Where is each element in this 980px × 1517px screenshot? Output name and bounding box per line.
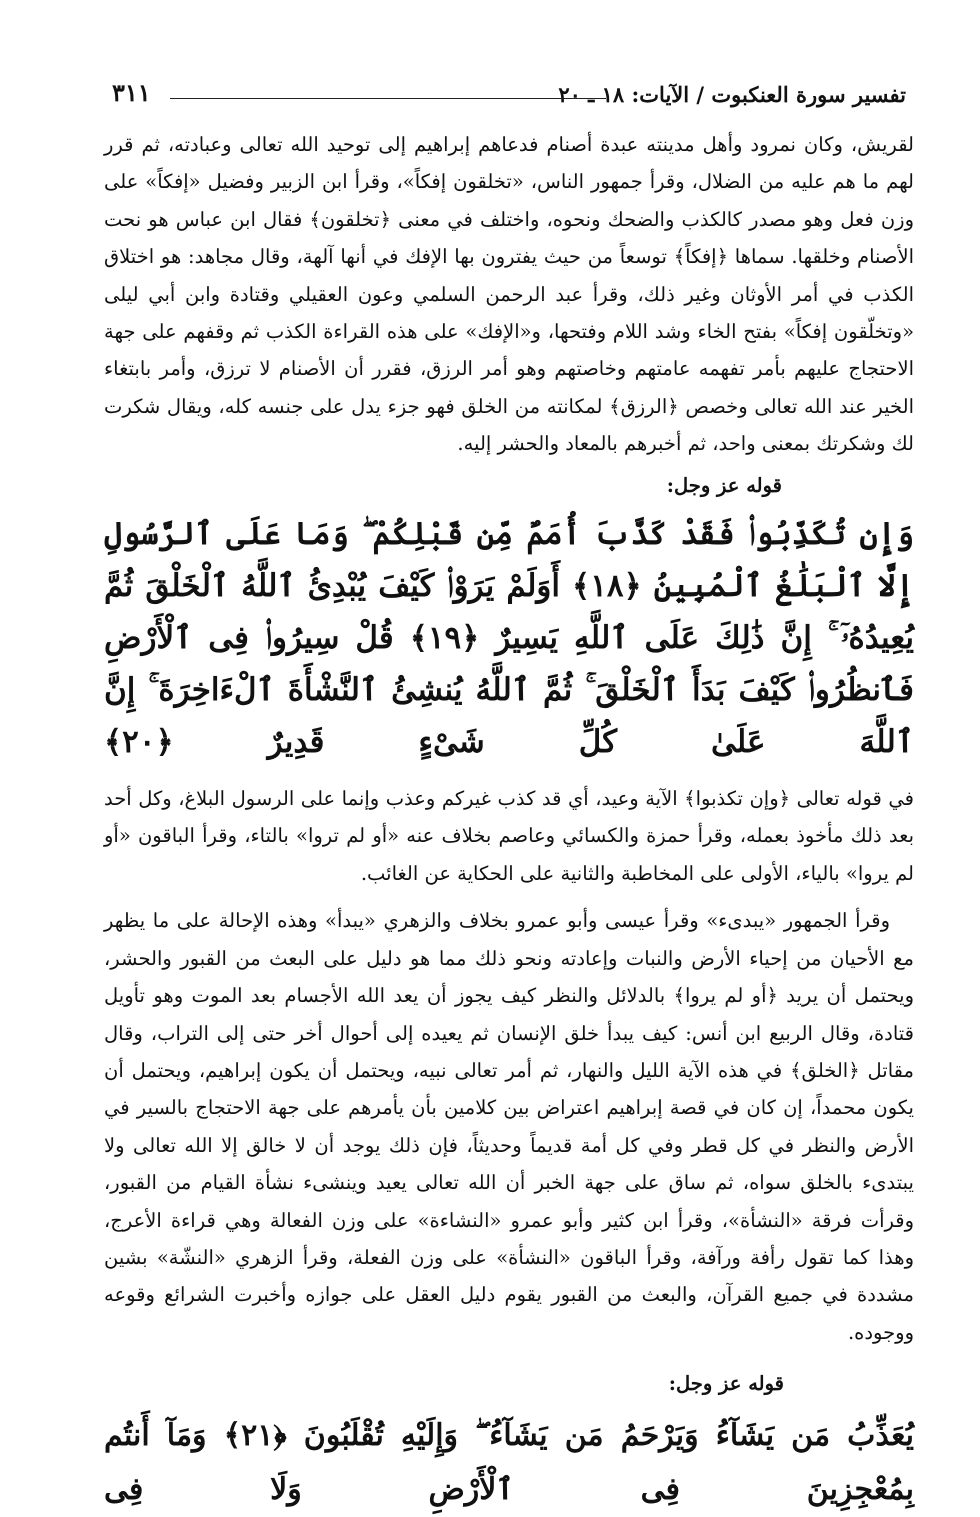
quran-verse-block: يُعَذِّبُ مَن يَشَآءُ وَيَرْحَمُ مَن يَشَآءُ ۖ وَإِلَيْهِ تُقْلَبُونَ ﴿٢١﴾ وَمَآ أَنتُم بِمُعْجِزِينَ فِى ٱلْأَرْضِ وَلَا فِى <box>104 1417 914 1507</box>
header-rule <box>170 98 606 99</box>
quran-verse-block: وَإِن تُكَذِّبُوا۟ فَقَدْ كَذَّبَ أُمَمٌ مِّن قَبْلِكُمْ ۖ وَمَا عَلَى ٱلرَّسُولِ إِلَّا ٱلْبَلَٰغُ ٱلْمُبِينُ ﴿١٨﴾ أَوَلَمْ يَرَوْا۟ كَيْفَ يُبْدِئُ ٱللَّهُ ٱلْخَلْقَ ثُمَّ يُعِيدُهُۥٓ ۚ إِنَّ ذَٰلِكَ عَلَى ٱللَّهِ يَسِيرٌ ﴿١٩﴾ قُلْ سِيرُوا۟ فِى ٱلْأَرْضِ فَٱنظُرُوا۟ كَيْفَ بَدَأَ ٱلْخَلْقَ ۚ ثُمَّ ٱللَّهُ يُنشِئُ ٱلنَّشْأَةَ ٱلْءَاخِرَةَ ۚ إِنَّ ٱللَّهَ عَلَىٰ كُلِّ شَىْءٍ قَدِيرٌ ﴿٢٠﴾ <box>104 516 914 761</box>
commentary-paragraph: في قوله تعالى ﴿وإن تكذبوا﴾ الآية وعيد، أي قد كذب غيركم وعذب وإنما على الرسول البلاغ، وكل أحد بعد ذلك مأخوذ بعمله، وقرأ حمزة والكسائي وعاصم بخلاف عنه «أو لم تروا» بالتاء، وقرأ الباقون «أو لم يروا» بالياء، الأولى على المخاطبة والثانية على الحكاية عن الغائب. <box>104 787 914 885</box>
verse-intro: قوله عز وجل: <box>668 1372 784 1396</box>
page-body <box>104 126 914 1517</box>
commentary-paragraph: وقرأ الجمهور «يبدىء» وقرأ عيسى وأبو عمرو بخلاف والزهري «يبدأ» وهذه الإحالة على ما يظهر مع الأحيان من إحياء الأرض والنبات وإعادته ونحو ذلك مما هو دليل على البعث من القبور والحشر، ويحتمل أن يريد ﴿أو لم يروا﴾ بالدلائل والنظر كيف يجوز أن يعد الله الأجسام بعد الموت وهو تأويل قتادة، وقال الربيع ابن أنس: كيف يبدأ خلق الإنسان ثم يعيده إلى أحوال أخر حتى إلى التراب، وقال مقاتل ﴿الخلق﴾ في هذه الآية الليل والنهار، ثم أمر تعالى نبيه، ويحتمل أن يكون إبراهيم، ويحتمل أن يكون محمداً، إن كان في قصة إبراهيم اعتراض بين كلامين بأن يأمرهم على جهة الاحتجاج بالسير في الأرض والنظر في كل قطر وفي كل أمة قديماً وحديثاً، فإن ذلك يوجد أن لا خالق إلا الله تعالى ولا يبتدىء بالخلق سواه، ثم ساق على جهة الخبر أن الله تعالى يعيد وينشىء نشأة القيام من القبور، وقرأت فرقة «النشأة»، وقرأ ابن كثير وأبو عمرو «النشاءة» على وزن الفعالة وهي قراءة الأعرج، وهذا كما تقول رأفة ورآفة، وقرأ الباقون «النشأة» على وزن الفعلة، وقرأ الزهري «النشّة» بشين مشددة في جميع القرآن، والبعث من القبور يقوم دليل العقل على جوازه وأخبرت الشرائع وقوعه ووجوده. <box>104 909 914 1344</box>
commentary-paragraph: لقريش، وكان نمرود وأهل مدينته عبدة أصنام فدعاهم إبراهيم إلى توحيد الله تعالى وعبادته، ثم قرر لهم ما هم عليه من الضلال، وقرأ جمهور الناس، «تخلقون إفكاً»، وقرأ ابن الزبير وفضيل «إفكاً» على وزن فعل وهو مصدر كالكذب والضحك ونحوه، واختلف في معنى ﴿تخلقون﴾ فقال ابن عباس هو نحت الأصنام وخلقها. سماها ﴿إفكاً﴾ توسعاً من حيث يفترون بها الإفك في أنها آلهة، وقال مجاهد: هو اختلاق الكذب في أمر الأوثان وغير ذلك، وقرأ عبد الرحمن السلمي وعون العقيلي وقتادة وابن أبي ليلى «وتخلّقون إفكاً» بفتح الخاء وشد اللام وفتحها، و«الإفك» على هذه القراءة الكذب ثم وقفهم على جهة الاحتجاج عليهم بأمر تفهمه عامتهم وخاصتهم وهو أمر الرزق، فقرر أن الأصنام لا ترزق، وأمر بابتغاء الخير عند الله تعالى وخصص ﴿الرزق﴾ لمكانته من الخلق فهو جزء يدل على جنسه كله، ويقال شكرت لك وشكرتك بمعنى واحد، ثم أخبرهم بالمعاد والحشر إليه. <box>104 133 914 456</box>
verse-intro: قوله عز وجل: <box>666 473 782 497</box>
running-title: تفسير سورة العنكبوت / الآيات: ١٨ ـ ٢٠ <box>558 82 906 107</box>
page-header <box>112 76 906 116</box>
page-number: ٣١١ <box>112 78 151 107</box>
